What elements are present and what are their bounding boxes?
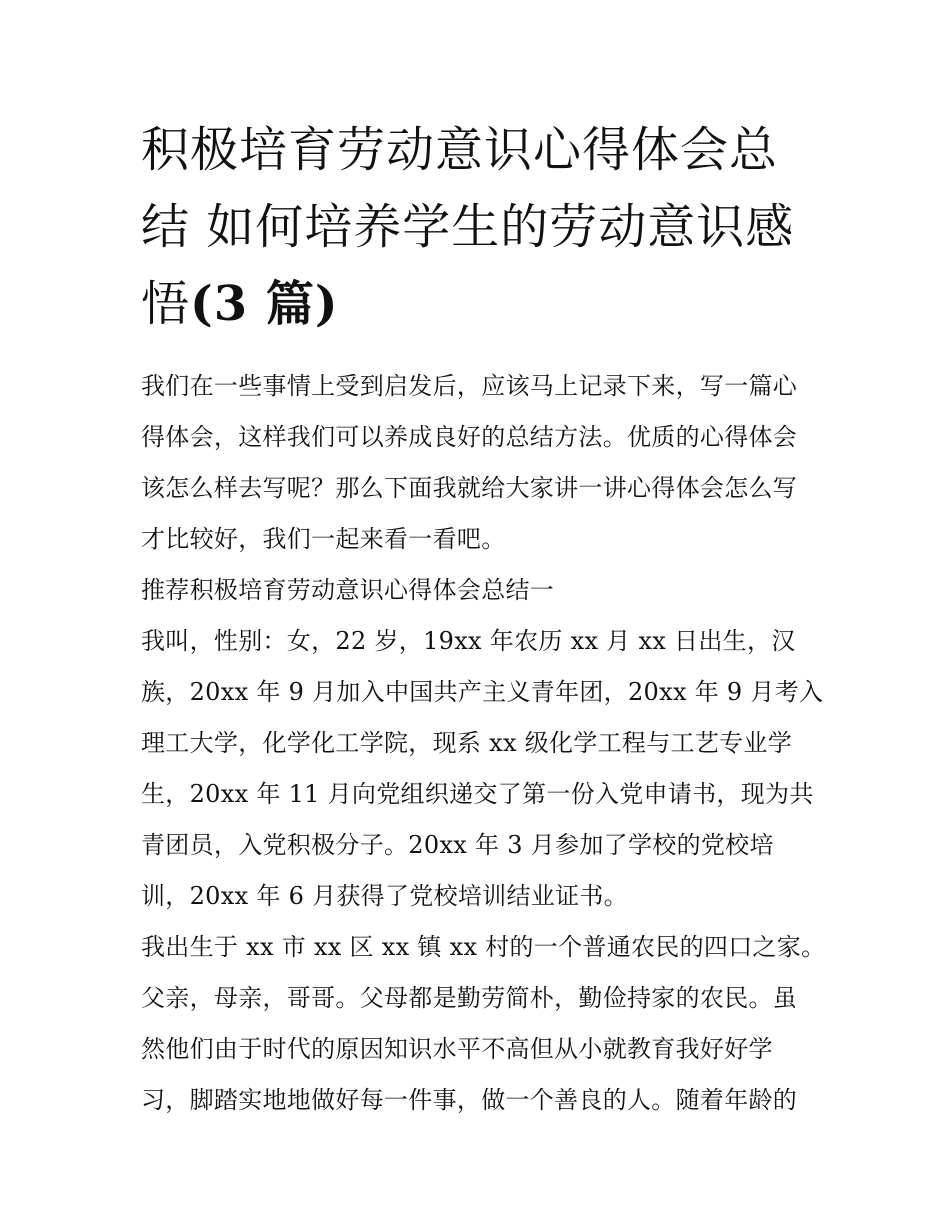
title-count: (3 篇)	[190, 276, 339, 332]
body-line-4: 才比较好，我们一起来看一看吧。	[141, 525, 506, 553]
body-line-8: 理工大学，化学化工学院，现系 xx 级化学工程与工艺专业学	[141, 729, 793, 757]
title-line-1: 积极培育劳动意识心得体会总	[141, 122, 779, 178]
body-line-6: 我叫，性别：女，22 岁，19xx 年农历 xx 月 xx 日出生，汉	[141, 627, 796, 655]
document-title	[141, 112, 813, 343]
body-line-9: 生，20xx 年 11 月向党组织递交了第一份入党申请书，现为共	[141, 780, 814, 808]
body-line-11: 训，20xx 年 6 月获得了党校培训结业证书。	[141, 882, 628, 910]
section-heading: 推荐积极培育劳动意识心得体会总结一	[141, 576, 555, 604]
body-line-10: 青团员，入党积极分子。20xx 年 3 月参加了学校的党校培	[141, 831, 774, 859]
document-content	[141, 112, 826, 1126]
body-line-1: 我们在一些事情上受到启发后，应该马上记录下来，写一篇心	[141, 372, 798, 400]
body-line-12: 我出生于 xx 市 xx 区 xx 镇 xx 村的一个普通农民的四口之家。	[141, 933, 826, 961]
document-body	[141, 361, 826, 1126]
body-line-14: 然他们由于时代的原因知识水平不高但从小就教育我好好学	[141, 1035, 773, 1063]
body-line-7: 族，20xx 年 9 月加入中国共产主义青年团，20xx 年 9 月考入	[141, 678, 824, 706]
title-line-2: 结 如何培养学生的劳动意识感	[141, 199, 795, 255]
body-line-13: 父亲，母亲，哥哥。父母都是勤劳简朴，勤俭持家的农民。虽	[141, 984, 798, 1012]
body-line-3: 该怎么样去写呢？那么下面我就给大家讲一讲心得体会怎么写	[141, 474, 798, 502]
body-line-2: 得体会，这样我们可以养成良好的总结方法。优质的心得体会	[141, 423, 798, 451]
body-line-15: 习，脚踏实地地做好每一件事，做一个善良的人。随着年龄的	[141, 1086, 798, 1114]
title-line-3: 悟	[141, 276, 191, 332]
